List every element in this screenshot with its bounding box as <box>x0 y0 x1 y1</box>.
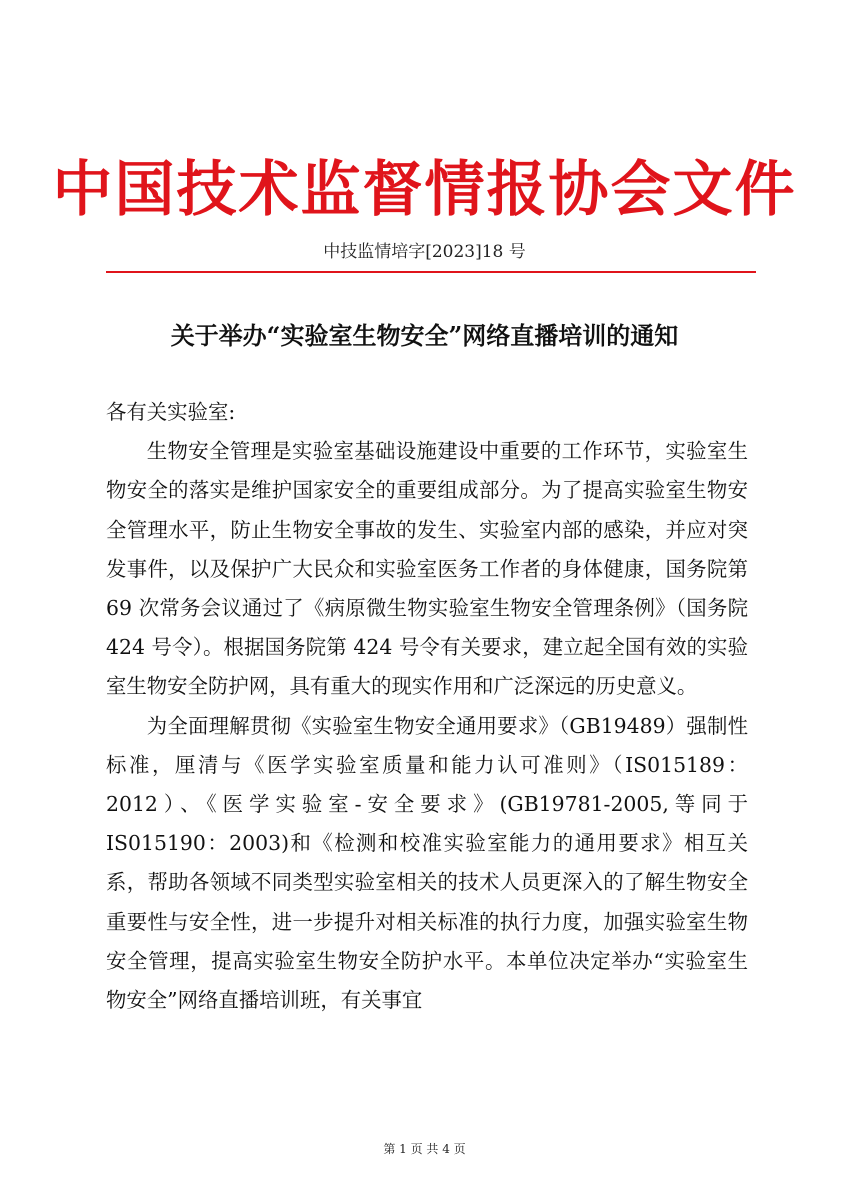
body-paragraph: 生物安全管理是实验室基础设施建设中重要的工作环节，实验室生物安全的落实是维护国家安全的重要组成部分。为了提高实验室生物安全管理水平，防止生物安全事故的发生、实验室内部的感染，并应对突发事件，以及保护广大民众和实验室医务工作者的身体健康，国务院第 69 次常务会议通过了《病原微生物实验室生物安全管理条例》（国务院 424 号令）。根据国务院第 424 号令有关要求，建立起全国有效的实验室生物安全防护网，具有重大的现实作用和广泛深远的历史意义。 <box>106 439 748 699</box>
letterhead-divider <box>106 271 756 273</box>
document-number: 中技监情培字[2023]18 号 <box>323 242 526 262</box>
salutation: 各有关实验室: <box>106 400 236 424</box>
page-number: 第 1 页 共 4 页 <box>383 1142 466 1156</box>
body-paragraph: 为全面理解贯彻《实验室生物安全通用要求》（GB19489）强制性标准，厘清与《医学实验室质量和能力认可准则》（IS015189：2012）、《医学实验室-安全要求》(GB19781-2005,等同于 IS015190：2003)和《检测和校准实验室能力的通用要求》相互关系，帮助各领域不同类型实验室相关的技术人员更深入的了解生物安全重要性与安全性，进一步提升对相关标准的执行力度，加强实验室生物安全管理，提高实验室生物安全防护水平。本单位决定举办“实验室生物安全”网络直播培训班，有关事宜 <box>106 713 748 1013</box>
notice-title: 关于举办“实验室生物安全”网络直播培训的通知 <box>170 321 679 350</box>
letterhead-title: 中国技术监督情报协会文件 <box>52 155 797 225</box>
document-body <box>106 393 748 1020</box>
